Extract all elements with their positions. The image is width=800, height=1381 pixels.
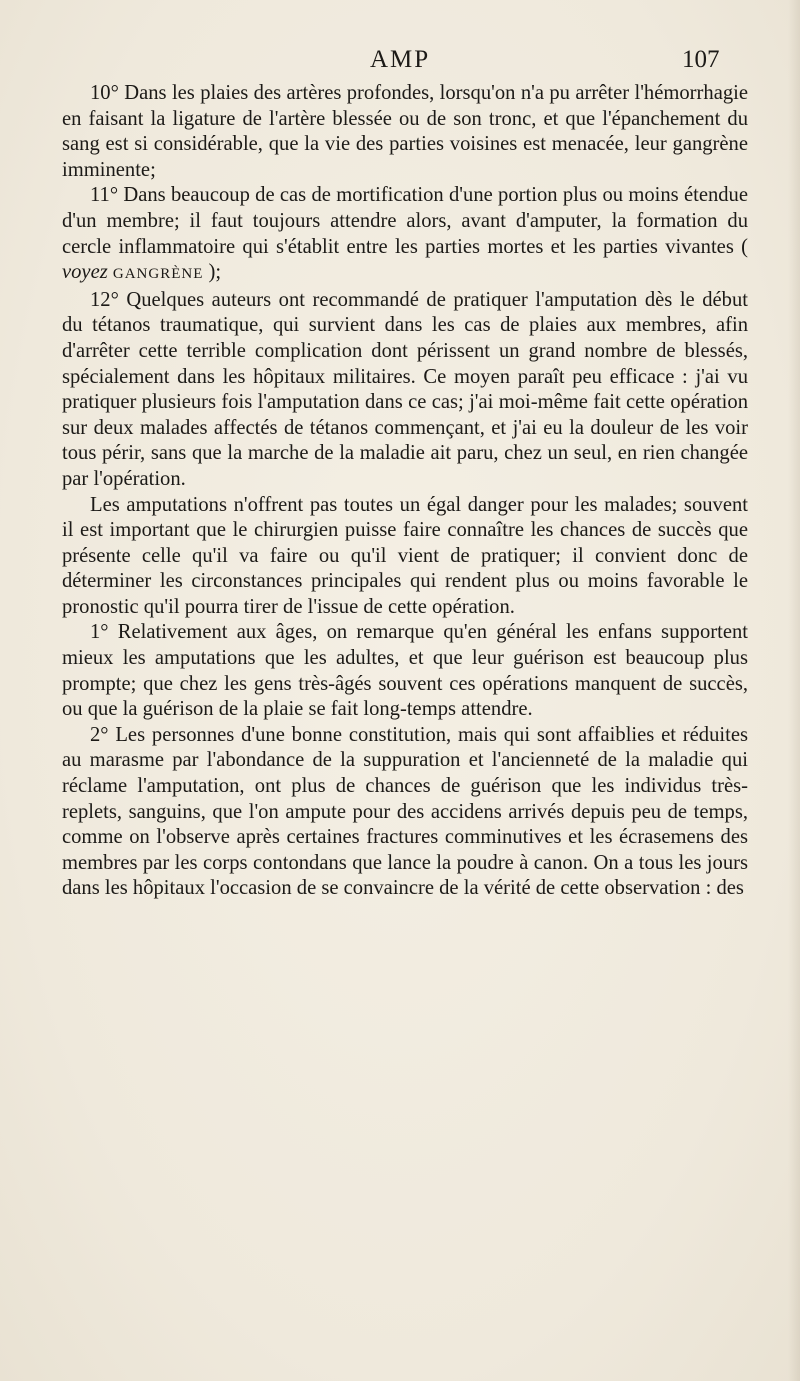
page-edge-shadow [788,0,800,1381]
paragraph-item-10: 10° Dans les plaies des artères profondes, lorsqu'on n'a pu arrêter l'hémorrhagie en faisant la ligature de l'artère blessée ou de son tronc, et que l'épanchement du sang est si considérable, que la vie des parties voisines est menacée, leur gangrène imminente; [62,82,748,181]
page-number: 107 [682,46,720,73]
paragraph-item-11 [62,183,748,287]
paragraph-item-11-text: 11° Dans beaucoup de cas de mortification d'une portion plus ou moins étendue d'un membre; il faut toujours attendre alors, avant d'amputer, la formation du cercle inflammatoire qui s'établit entre les parties mortes et les parties vivantes ( [62,184,748,258]
page-header [0,40,800,80]
paragraph-item-11-end: ); [208,261,222,284]
paragraph-ages: 1° Relativement aux âges, on remarque qu'en général les enfans supportent mieux les amputations que les adultes, et que leur guérison est beaucoup plus prompte; que chez les gens très-âgés souvent ces opérations manquent de succès, ou que la guérison de la plaie se fait long-temps attendre. [62,621,748,721]
paragraph-amputations-danger: Les amputations n'offrent pas toutes un égal danger pour les malades; souvent il est important que le chirurgien puisse faire connaître les chances de succès que présente celle qu'il va faire ou qu'il vient de pratiquer; il convient donc de déterminer les circonstances principales qui rendent plus ou moins favorable le pronostic qu'il pourra tirer de l'issue de cette opération. [62,493,748,618]
paragraph-constitution: 2° Les personnes d'une bonne constitution, mais qui sont affaiblies et réduites au marasme par l'abondance de la suppuration et l'ancienneté de la maladie qui réclame l'amputation, ont plus de chances de guérison que les individus très-replets, sanguins, que l'on ampute pour des accidens arrivés depuis peu de temps, comme on l'observe après certaines fractures comminutives et les écrasemens des membres par les corps contondans que lance la poudre à canon. On a tous les jours dans les hôpitaux l'occasion de se convaincre de la vérité de cette observation : des [62,723,748,900]
cross-reference-voyez: voyez [62,261,108,284]
running-title: AMP [370,46,431,73]
paragraph-item-12: 12° Quelques auteurs ont recommandé de pratiquer l'amputation dès le début du tétanos traumatique, qui survient dans les cas de plaies aux membres, afin d'arrêter cette terrible complication dont périssent un grand nombre de blessés, spécialement dans les hôpitaux militaires. Ce moyen paraît peu efficace : j'ai vu pratiquer plusieurs fois l'amputation dans ce cas; j'ai moi-même fait cette opération sur deux malades affectés de tétanos commençant, et j'ai eu la douleur de les voir tous périr, sans que la marche de la maladie ait paru, chez un seul, en rien changée par l'opération. [62,288,748,490]
body-text [62,81,748,902]
cross-reference-target: GANGRÈNE [112,266,204,283]
